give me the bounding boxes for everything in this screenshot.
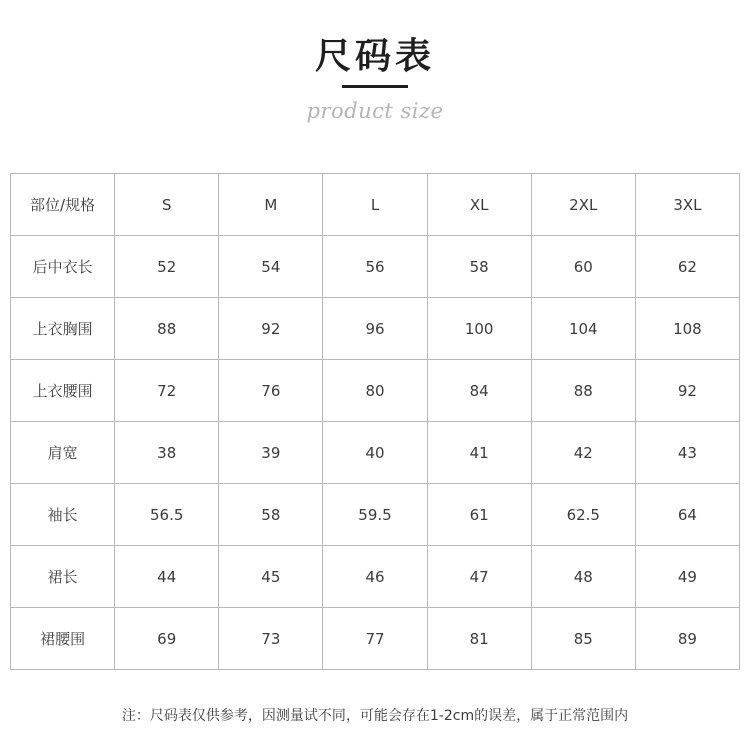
measurement-label: 上衣胸围 [11,298,115,360]
table-cell: 92 [635,360,739,422]
table-cell: 85 [531,608,635,670]
table-cell: 40 [323,422,427,484]
measurement-label: 肩宽 [11,422,115,484]
measurement-label: 后中衣长 [11,236,115,298]
table-cell: 72 [115,360,219,422]
page-subtitle: product size [306,99,444,123]
table-cell: 88 [115,298,219,360]
table-cell: 58 [219,484,323,546]
table-row [11,422,740,484]
table-cell: 96 [323,298,427,360]
table-cell: 84 [427,360,531,422]
table-cell: 100 [427,298,531,360]
size-header: XL [427,174,531,236]
table-cell: 48 [531,546,635,608]
table-row [11,484,740,546]
table-cell: 92 [219,298,323,360]
measurement-label: 袖长 [11,484,115,546]
table-cell: 88 [531,360,635,422]
table-row [11,546,740,608]
table-cell: 59.5 [323,484,427,546]
size-header: L [323,174,427,236]
table-row [11,236,740,298]
table-cell: 39 [219,422,323,484]
size-header: 2XL [531,174,635,236]
table-row [11,608,740,670]
table-cell: 54 [219,236,323,298]
table-cell: 69 [115,608,219,670]
table-cell: 56 [323,236,427,298]
table-cell: 42 [531,422,635,484]
table-cell: 45 [219,546,323,608]
table-cell: 52 [115,236,219,298]
table-row [11,360,740,422]
table-row [11,298,740,360]
page-title: 尺码表 [314,35,435,77]
disclaimer-note: 注：尺码表仅供参考，因测量试不同，可能会存在1-2cm的误差，属于正常范围内 [121,708,629,724]
table-cell: 43 [635,422,739,484]
size-header: 3XL [635,174,739,236]
table-cell: 61 [427,484,531,546]
table-cell: 56.5 [115,484,219,546]
table-corner-header: 部位/规格 [11,174,115,236]
table-cell: 49 [635,546,739,608]
table-cell: 73 [219,608,323,670]
table-header-row [11,174,740,236]
measurement-label: 上衣腰围 [11,360,115,422]
measurement-label: 裙腰围 [11,608,115,670]
table-cell: 62.5 [531,484,635,546]
size-header: S [115,174,219,236]
table-cell: 62 [635,236,739,298]
table-cell: 89 [635,608,739,670]
table-cell: 44 [115,546,219,608]
table-cell: 81 [427,608,531,670]
table-cell: 41 [427,422,531,484]
size-header: M [219,174,323,236]
table-cell: 60 [531,236,635,298]
table-cell: 58 [427,236,531,298]
size-table [10,173,740,670]
table-cell: 77 [323,608,427,670]
table-cell: 104 [531,298,635,360]
table-cell: 47 [427,546,531,608]
title-divider [342,85,408,88]
table-cell: 80 [323,360,427,422]
table-cell: 46 [323,546,427,608]
table-cell: 64 [635,484,739,546]
measurement-label: 裙长 [11,546,115,608]
table-cell: 108 [635,298,739,360]
table-cell: 76 [219,360,323,422]
table-cell: 38 [115,422,219,484]
